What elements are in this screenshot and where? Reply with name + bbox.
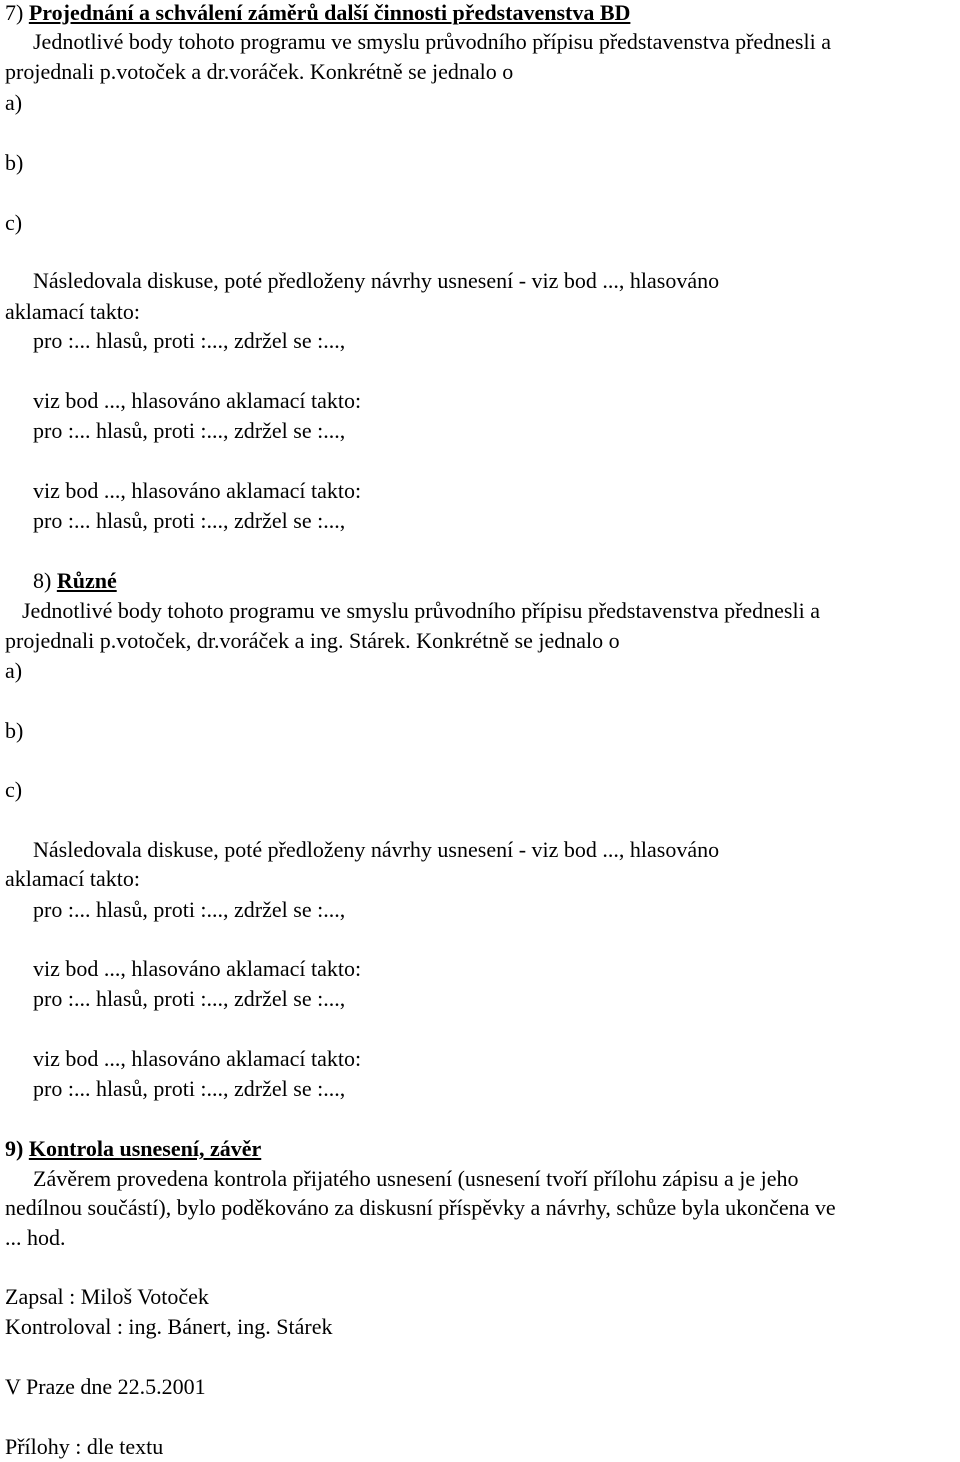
date-place: V Praze dne 22.5.2001 <box>5 1374 206 1399</box>
section-7-intro-line-1: Jednotlivé body tohoto programu ve smyslu průvodního přípisu představenstva přednesli a <box>33 29 831 54</box>
section-8-number: 8) <box>33 568 52 593</box>
section-9-paragraph-line-2: nedílnou součástí), bylo poděkováno za diskusní příspěvky a návrhy, schůze byla ukončena ve <box>5 1195 836 1220</box>
checked-by: Kontroloval : ing. Bánert, ing. Stárek <box>5 1314 333 1339</box>
section-7-vote-3: pro :... hlasů, proti :..., zdržel se :..., <box>33 508 346 533</box>
section-8-discussion-line-1: Následovala diskuse, poté předloženy návrhy usnesení - viz bod ..., hlasováno <box>33 837 720 862</box>
section-7-item-b: b) <box>5 150 24 175</box>
section-7-vote-2: pro :... hlasů, proti :..., zdržel se :..., <box>33 418 346 443</box>
section-9-heading <box>5 1136 261 1162</box>
section-8-item-b: b) <box>5 718 24 743</box>
section-7-number: 7) <box>5 0 24 25</box>
section-8-vote-1: pro :... hlasů, proti :..., zdržel se :..., <box>33 897 346 922</box>
section-7-item-a: a) <box>5 90 23 115</box>
recorded-by: Zapsal : Miloš Votoček <box>5 1284 209 1309</box>
section-8-discussion-line-2: aklamací takto: <box>5 866 140 891</box>
section-8-vote-2: pro :... hlasů, proti :..., zdržel se :..., <box>33 986 346 1011</box>
section-7-item-c: c) <box>5 210 23 235</box>
section-7-vote-item-3: viz bod ..., hlasováno aklamací takto: <box>33 478 362 503</box>
section-7-vote-1: pro :... hlasů, proti :..., zdržel se :..., <box>33 328 346 353</box>
section-8-vote-item-3: viz bod ..., hlasováno aklamací takto: <box>33 1046 362 1071</box>
section-7-vote-item-2: viz bod ..., hlasováno aklamací takto: <box>33 388 362 413</box>
section-7-heading <box>5 0 630 26</box>
section-8-item-c: c) <box>5 777 23 802</box>
section-9-number: 9) <box>5 1136 24 1161</box>
section-8-item-a: a) <box>5 658 23 683</box>
section-9-paragraph-line-3: ... hod. <box>5 1225 66 1250</box>
section-7-discussion-line-1: Následovala diskuse, poté předloženy návrhy usnesení - viz bod ..., hlasováno <box>33 268 720 293</box>
section-8-heading <box>33 568 117 594</box>
attachments: Přílohy : dle textu <box>5 1434 164 1459</box>
section-9-paragraph-line-1: Závěrem provedena kontrola přijatého usnesení (usnesení tvoří přílohu zápisu a je jeho <box>33 1166 799 1191</box>
section-9-title: Kontrola usnesení, závěr <box>28 1136 262 1161</box>
section-8-vote-3: pro :... hlasů, proti :..., zdržel se :..., <box>33 1076 346 1101</box>
section-8-title: Různé <box>56 568 117 593</box>
section-8-intro-line-2: projednali p.votoček, dr.voráček a ing. Stárek. Konkrétně se jednalo o <box>5 628 620 653</box>
section-7-discussion-line-2: aklamací takto: <box>5 299 140 324</box>
section-7-title: Projednání a schválení záměrů další činnosti představenstva BD <box>28 0 631 25</box>
section-8-intro-line-1: Jednotlivé body tohoto programu ve smyslu průvodního přípisu představenstva přednesli a <box>22 598 820 623</box>
section-8-vote-item-2: viz bod ..., hlasováno aklamací takto: <box>33 956 362 981</box>
section-7-intro-line-2: projednali p.votoček a dr.voráček. Konkrétně se jednalo o <box>5 59 514 84</box>
